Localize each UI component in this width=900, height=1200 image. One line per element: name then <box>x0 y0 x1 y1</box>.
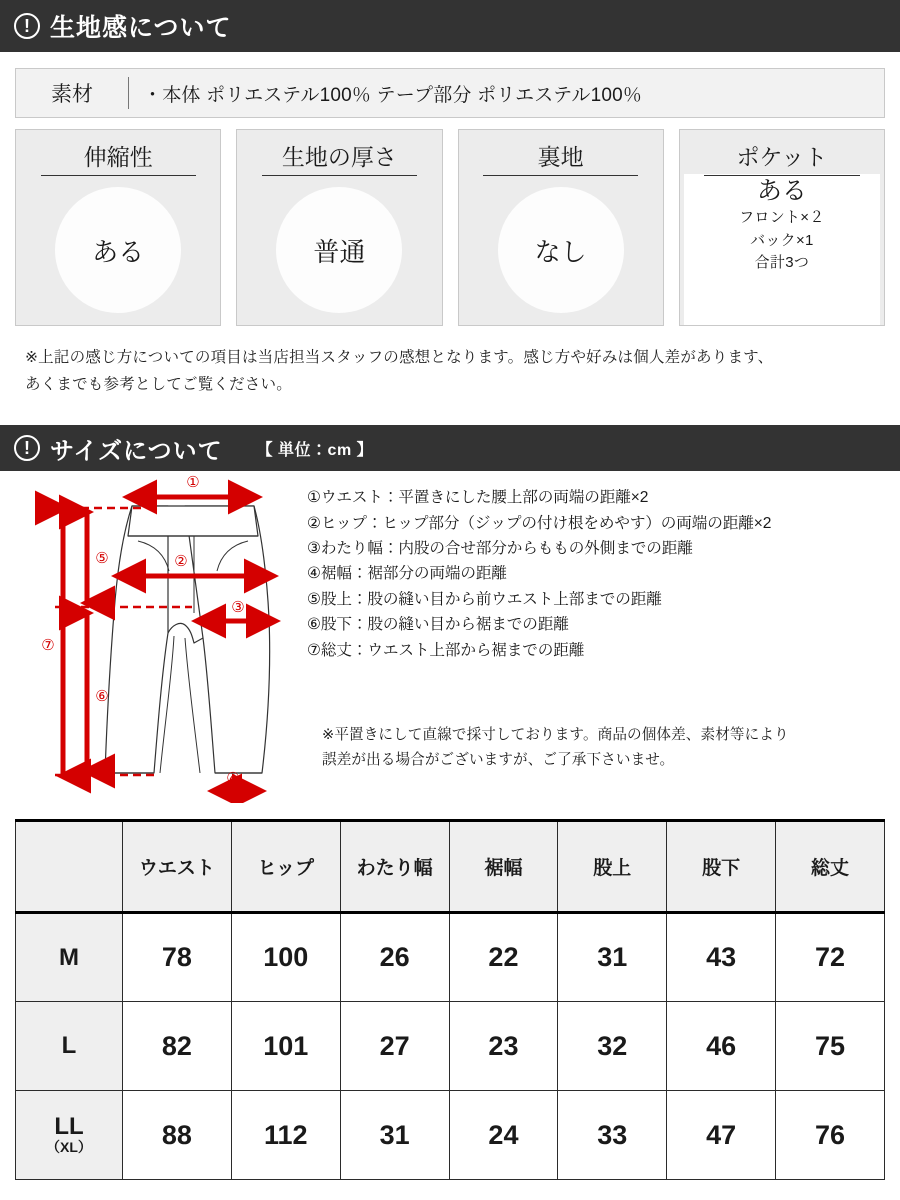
fabric-note-line-2: あくまでも参考としてご覧ください。 <box>25 376 292 394</box>
size-table-head <box>16 821 885 913</box>
pocket-detail-back: バック×1 <box>750 231 814 249</box>
size-diagram-area <box>0 471 900 819</box>
row-header-size-l: L <box>16 1002 123 1091</box>
cell-m-rise: 31 <box>558 913 667 1002</box>
column-header-hip: ヒップ <box>231 821 340 913</box>
diagram-label-6: ⑥ <box>95 688 109 706</box>
material-box <box>15 68 885 118</box>
feature-card-list <box>0 118 900 326</box>
measure-item-2: ②ヒップ：ヒップ部分（ジップの付け根をめやす）の両端の距離×2 <box>307 514 772 532</box>
material-value: ・本体 ポリエステル100％ テープ部分 ポリエステル100％ <box>143 84 643 106</box>
feature-card-pocket <box>679 129 885 326</box>
column-header-rise: 股上 <box>558 821 667 913</box>
cell-m-thigh: 26 <box>340 913 449 1002</box>
size-unit-label: 【 単位：cm 】 <box>256 441 374 459</box>
row-header-size-ll <box>16 1091 123 1180</box>
column-header-inseam: 股下 <box>667 821 776 913</box>
column-header-waist: ウエスト <box>123 821 232 913</box>
feature-value: 普通 <box>313 236 366 267</box>
diagram-label-4: ④ <box>226 770 240 788</box>
table-header-row <box>16 821 885 913</box>
cell-l-waist: 82 <box>123 1002 232 1091</box>
cell-m-hem: 22 <box>449 913 558 1002</box>
feature-value: なし <box>534 236 587 267</box>
diagram-label-2: ② <box>174 553 188 571</box>
pants-measurement-diagram <box>22 473 307 803</box>
diagram-label-1: ① <box>186 474 200 492</box>
pocket-content <box>680 176 884 275</box>
feature-title: 伸縮性 <box>16 130 220 172</box>
table-row <box>16 1091 885 1180</box>
measure-item-1: ①ウエスト：平置きにした腰上部の両端の距離×2 <box>307 489 649 507</box>
feature-title: 生地の厚さ <box>237 130 441 172</box>
feature-card-stretch <box>15 129 221 326</box>
cell-m-hip: 100 <box>231 913 340 1002</box>
diagram-label-7: ⑦ <box>41 637 55 655</box>
column-header-total-len: 総丈 <box>776 821 885 913</box>
size-section-title: サイズについて <box>50 437 223 465</box>
cell-m-waist: 78 <box>123 913 232 1002</box>
measure-note-line-2: 誤差が出る場合がございますが、ご了承下さいませ。 <box>322 752 675 769</box>
cell-l-hip: 101 <box>231 1002 340 1091</box>
exclamation-circle-icon: ! <box>14 13 40 39</box>
measurement-definition-list <box>307 485 771 663</box>
cell-ll-total-len: 76 <box>776 1091 885 1180</box>
table-corner-header <box>16 821 123 913</box>
feature-value-circle <box>276 187 402 313</box>
column-header-hem: 裾幅 <box>449 821 558 913</box>
measure-item-3: ③わたり幅：内股の合せ部分からももの外側までの距離 <box>307 540 693 558</box>
exclamation-circle-icon: ! <box>14 435 40 461</box>
cell-ll-rise: 33 <box>558 1091 667 1180</box>
fabric-note-line-1: ※上記の感じ方についての項目は当店担当スタッフの感想となります。感じ方や好みは個人差があります、 <box>25 349 774 366</box>
cell-ll-waist: 88 <box>123 1091 232 1180</box>
measure-item-4: ④裾幅：裾部分の両端の距離 <box>307 565 507 583</box>
material-row <box>0 52 900 118</box>
measure-item-6: ⑥股下：股の縫い目から裾までの距離 <box>307 616 569 634</box>
cell-l-rise: 32 <box>558 1002 667 1091</box>
cell-ll-inseam: 47 <box>667 1091 776 1180</box>
column-header-thigh: わたり幅 <box>340 821 449 913</box>
feature-title: 裏地 <box>459 130 663 172</box>
feature-title: ポケット <box>680 130 884 172</box>
feature-value-circle <box>55 187 181 313</box>
table-row <box>16 1002 885 1091</box>
feature-card-thickness <box>236 129 442 326</box>
cell-l-thigh: 27 <box>340 1002 449 1091</box>
fabric-section-title: 生地感について <box>50 14 232 42</box>
diagram-label-3: ③ <box>231 599 245 617</box>
pocket-value: ある <box>756 177 807 205</box>
cell-ll-thigh: 31 <box>340 1091 449 1180</box>
row-header-size-m: M <box>16 913 123 1002</box>
measure-note-line-1: ※平置きにして直線で採寸しております。商品の個体差、素材等により <box>322 727 789 744</box>
size-table <box>15 819 885 1180</box>
cell-m-total-len: 72 <box>776 913 885 1002</box>
cell-ll-hem: 24 <box>449 1091 558 1180</box>
diagram-label-5: ⑤ <box>95 550 109 568</box>
pocket-detail-front: フロント×２ <box>739 209 825 227</box>
size-table-wrapper <box>0 819 900 1180</box>
cell-l-inseam: 46 <box>667 1002 776 1091</box>
cell-ll-hip: 112 <box>231 1091 340 1180</box>
row-header-size-ll-main: LL <box>54 1113 84 1141</box>
feature-value: ある <box>92 236 145 267</box>
table-row <box>16 913 885 1002</box>
feature-value-circle <box>498 187 624 313</box>
measurement-disclaimer-note <box>322 723 789 773</box>
measure-item-7: ⑦総丈：ウエスト上部から裾までの距離 <box>307 641 585 659</box>
cell-l-hem: 23 <box>449 1002 558 1091</box>
row-header-size-ll-sub: （XL） <box>46 1139 92 1156</box>
cell-m-inseam: 43 <box>667 913 776 1002</box>
cell-l-total-len: 75 <box>776 1002 885 1091</box>
size-section-header <box>0 425 900 471</box>
pocket-detail-total: 合計3つ <box>754 254 810 272</box>
feature-card-lining <box>458 129 664 326</box>
size-table-body <box>16 913 885 1180</box>
material-label: 素材 <box>51 83 93 106</box>
measure-item-5: ⑤股上：股の縫い目から前ウエスト上部までの距離 <box>307 590 662 608</box>
fabric-disclaimer-note <box>0 326 900 398</box>
fabric-section-header <box>0 0 900 52</box>
